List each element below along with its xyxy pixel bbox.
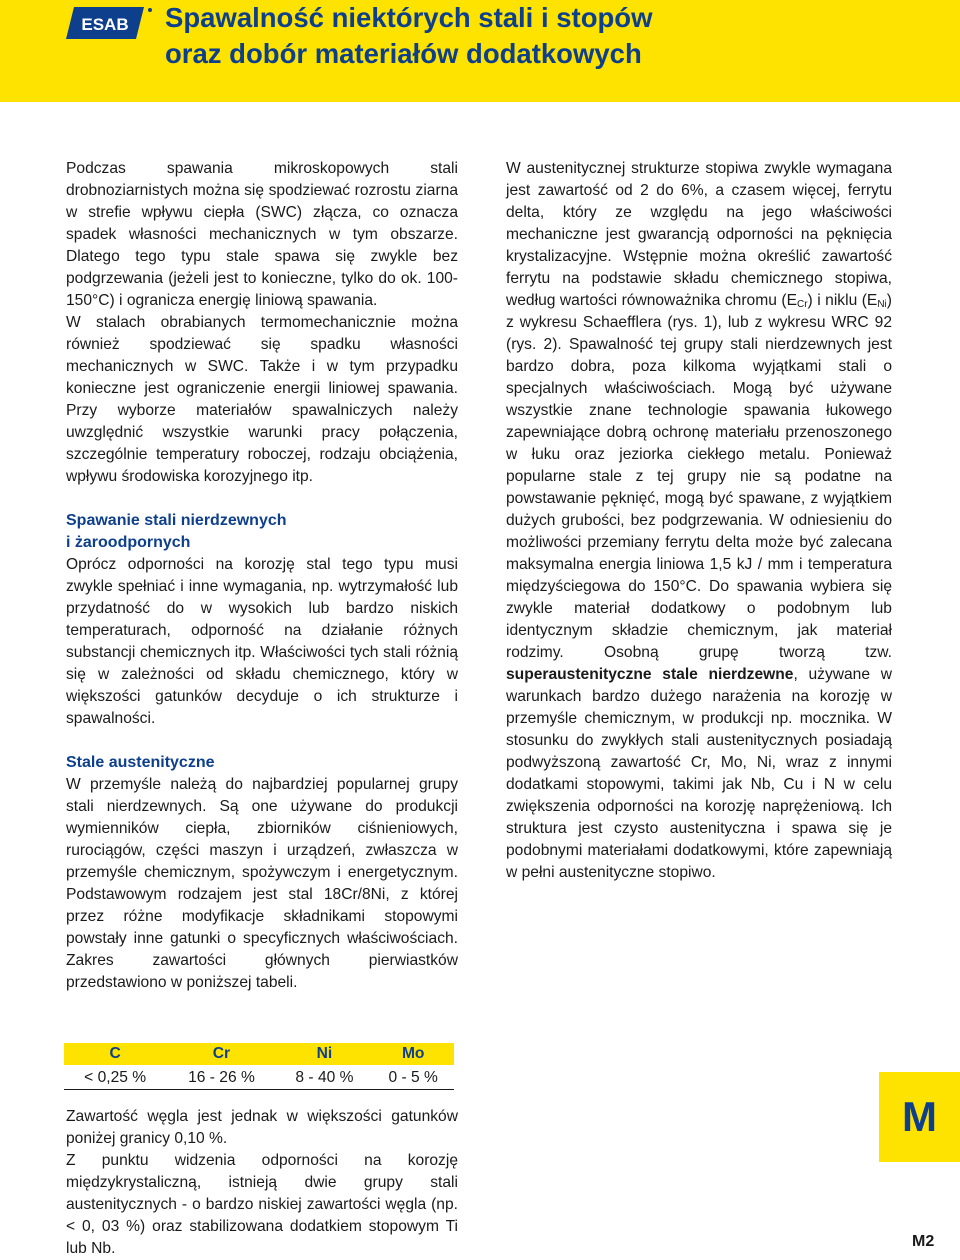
- page-title: [165, 0, 652, 72]
- table-cell: 16 - 26 %: [166, 1065, 276, 1090]
- title-line-2: oraz dobór materiałów dodatkowych: [165, 38, 642, 69]
- paragraph: Zawartość węgla jest jednak w większości gatunków poniżej granicy 0,10 %.: [66, 1108, 458, 1147]
- table-cell: 8 - 40 %: [277, 1065, 373, 1090]
- table-cell: < 0,25 %: [64, 1065, 166, 1090]
- below-table-text: [66, 1106, 458, 1260]
- table-header-cell: C: [64, 1043, 166, 1065]
- composition-table: [64, 1043, 454, 1090]
- table-header-cell: Ni: [277, 1043, 373, 1065]
- left-column: [66, 158, 458, 994]
- paragraph: Podczas spawania mikroskopowych stali drobnoziarnistych można się spodziewać rozrostu ziarna w strefie wpływu ciepła (SWC) złącza, co oznacza spadek własności mechanicznych w tym obszarze. Dlatego tego typu stale spawa się zwykle bez podgrzewania (jeżeli jest to konieczne, tylko do ok. 100-150°C) i ogranicza energię liniową spawania.: [66, 160, 458, 309]
- paragraph: Oprócz odporności na korozję stal tego typu musi zwykle spełniać i inne wymagania, np. wytrzymałość lub przydatność do w wysokich lub bardzo niskich temperaturach, odporność na działanie różnych substancji chemicznych itp. Właściwości tych stali różnią się w zależności od składu chemicznego, który w większości gatunków decyduje o ich strukturze i spawalności.: [66, 556, 458, 727]
- page-number: M2: [912, 1233, 935, 1250]
- bold-term: superaustenityczne stale nierdzewne: [506, 666, 794, 683]
- table-header-row: [64, 1043, 454, 1065]
- paragraph: W stalach obrabianych termomechanicznie można również spodziewać się spadku własności mechanicznych w SWC. Także i w tym przypadku konieczne jest ograniczenie energii liniowej spawania. Przy wyborze materiałów spawalniczych należy uwzględnić wszystkie warunki pracy połączenia, szczególnie temperatury roboczej, rodzaju obciążenia, wpływu środowiska korozyjnego itp.: [66, 314, 458, 485]
- section-tab: M: [879, 1072, 960, 1162]
- table-header-cell: Mo: [372, 1043, 454, 1065]
- logo-text: ESAB: [81, 15, 129, 34]
- paragraph: W austenitycznej strukturze stopiwa zwykle wymagana jest zawartość od 2 do 6%, a czasem więcej, ferrytu delta, który ze względu na jego właściwości mechaniczne jest gwarancją odporności na pęknięcia krystalizacyjne. Wstępnie można określić zawartość ferrytu na podstawie składu chemicznego stopiwa, według wartości równoważnika chromu $(E_{Cr})$ i niklu $(E_{Ni})$ z wykresu Schaefflera (rys. 1), lub z wykresu WRC 92 (rys. 2). Spawalność tej grupy stali nierdzewnych jest bardzo dobra, poza kilkoma wyjątkami stali o specjalnych właściwościach. Mogą być używane wszystkie znane technologie spawania łukowego zapewniające dobrą ochronę materiału przenoszonego w łuku oraz jeziorka ciekłego metalu. Ponieważ popularne stale z tej grupy nie są podatne na powstawanie pęknięć, mogą być spawane, z wyjątkiem dużych grubości, bez podgrzewania. W odniesieniu do możliwości przemiany ferrytu delta może być zalecana maksymalna energia liniowa 1,5 kJ / mm i temperatura międzyściegowa do 150°C. Do spawania wybiera się zwykle materiał dodatkowy o podobnym lub identycznym składzie chemicznym, jak materiał rodzimy. Osobną grupę tworzą tzw. superaustenityczne stale nierdzewne, używane w warunkach bardzo dużego narażenia na korozję w przemyśle chemicznym, w produkcji np. mocznika. W stosunku do zwykłych stali austenitycznych posiadają podwyższoną zawartość Cr, Mo, Ni, wraz z innymi dodatkami stopowymi, takimi jak Nb, Cu i N w celu zwiększenia odporności na korozję naprężeniową. Ich struktura jest czysto austenityczna i spawa się je podobnymi materiałami dodatkowymi, które zapewniają w pełni austenityczne stopiwo.: [506, 160, 892, 881]
- title-line-1: Spawalność niektórych stali i stopów: [165, 2, 653, 33]
- table-cell: 0 - 5 %: [372, 1065, 454, 1090]
- table-header-cell: Cr: [166, 1043, 276, 1065]
- paragraph: Z punktu widzenia odporności na korozję międzykrystaliczną, istnieją dwie grupy stali austenitycznych - o bardzo niskiej zawartości węgla (np. < 0, 03 %) oraz stabilizowana dodatkiem stopowym Ti lub Nb.: [66, 1152, 458, 1257]
- section-heading-austenitic: Stale austenityczne: [66, 754, 215, 771]
- section-heading-stainless: Spawanie stali nierdzewnych i żaroodpornych: [66, 512, 287, 551]
- paragraph: W przemyśle należą do najbardziej popularnej grupy stali nierdzewnych. Są one używane do produkcji wymienników ciepła, zbiorników ciśnieniowych, rurociągów, części maszyn i urządzeń, zwłaszcza w przemyśle chemicznym, spożywczym i energetycznym. Podstawowym rodzajem jest stal 18Cr/8Ni, z której przez różne modyfikacje składnikami stopowymi powstały inne gatunki o specyficznych właściwościach. Zakres zawartości głównych pierwiastków przedstawiono w poniższej tabeli.: [66, 776, 458, 991]
- page-header: [0, 0, 960, 102]
- right-column: [506, 158, 892, 884]
- esab-logo-icon: [64, 2, 154, 44]
- table-row: [64, 1065, 454, 1090]
